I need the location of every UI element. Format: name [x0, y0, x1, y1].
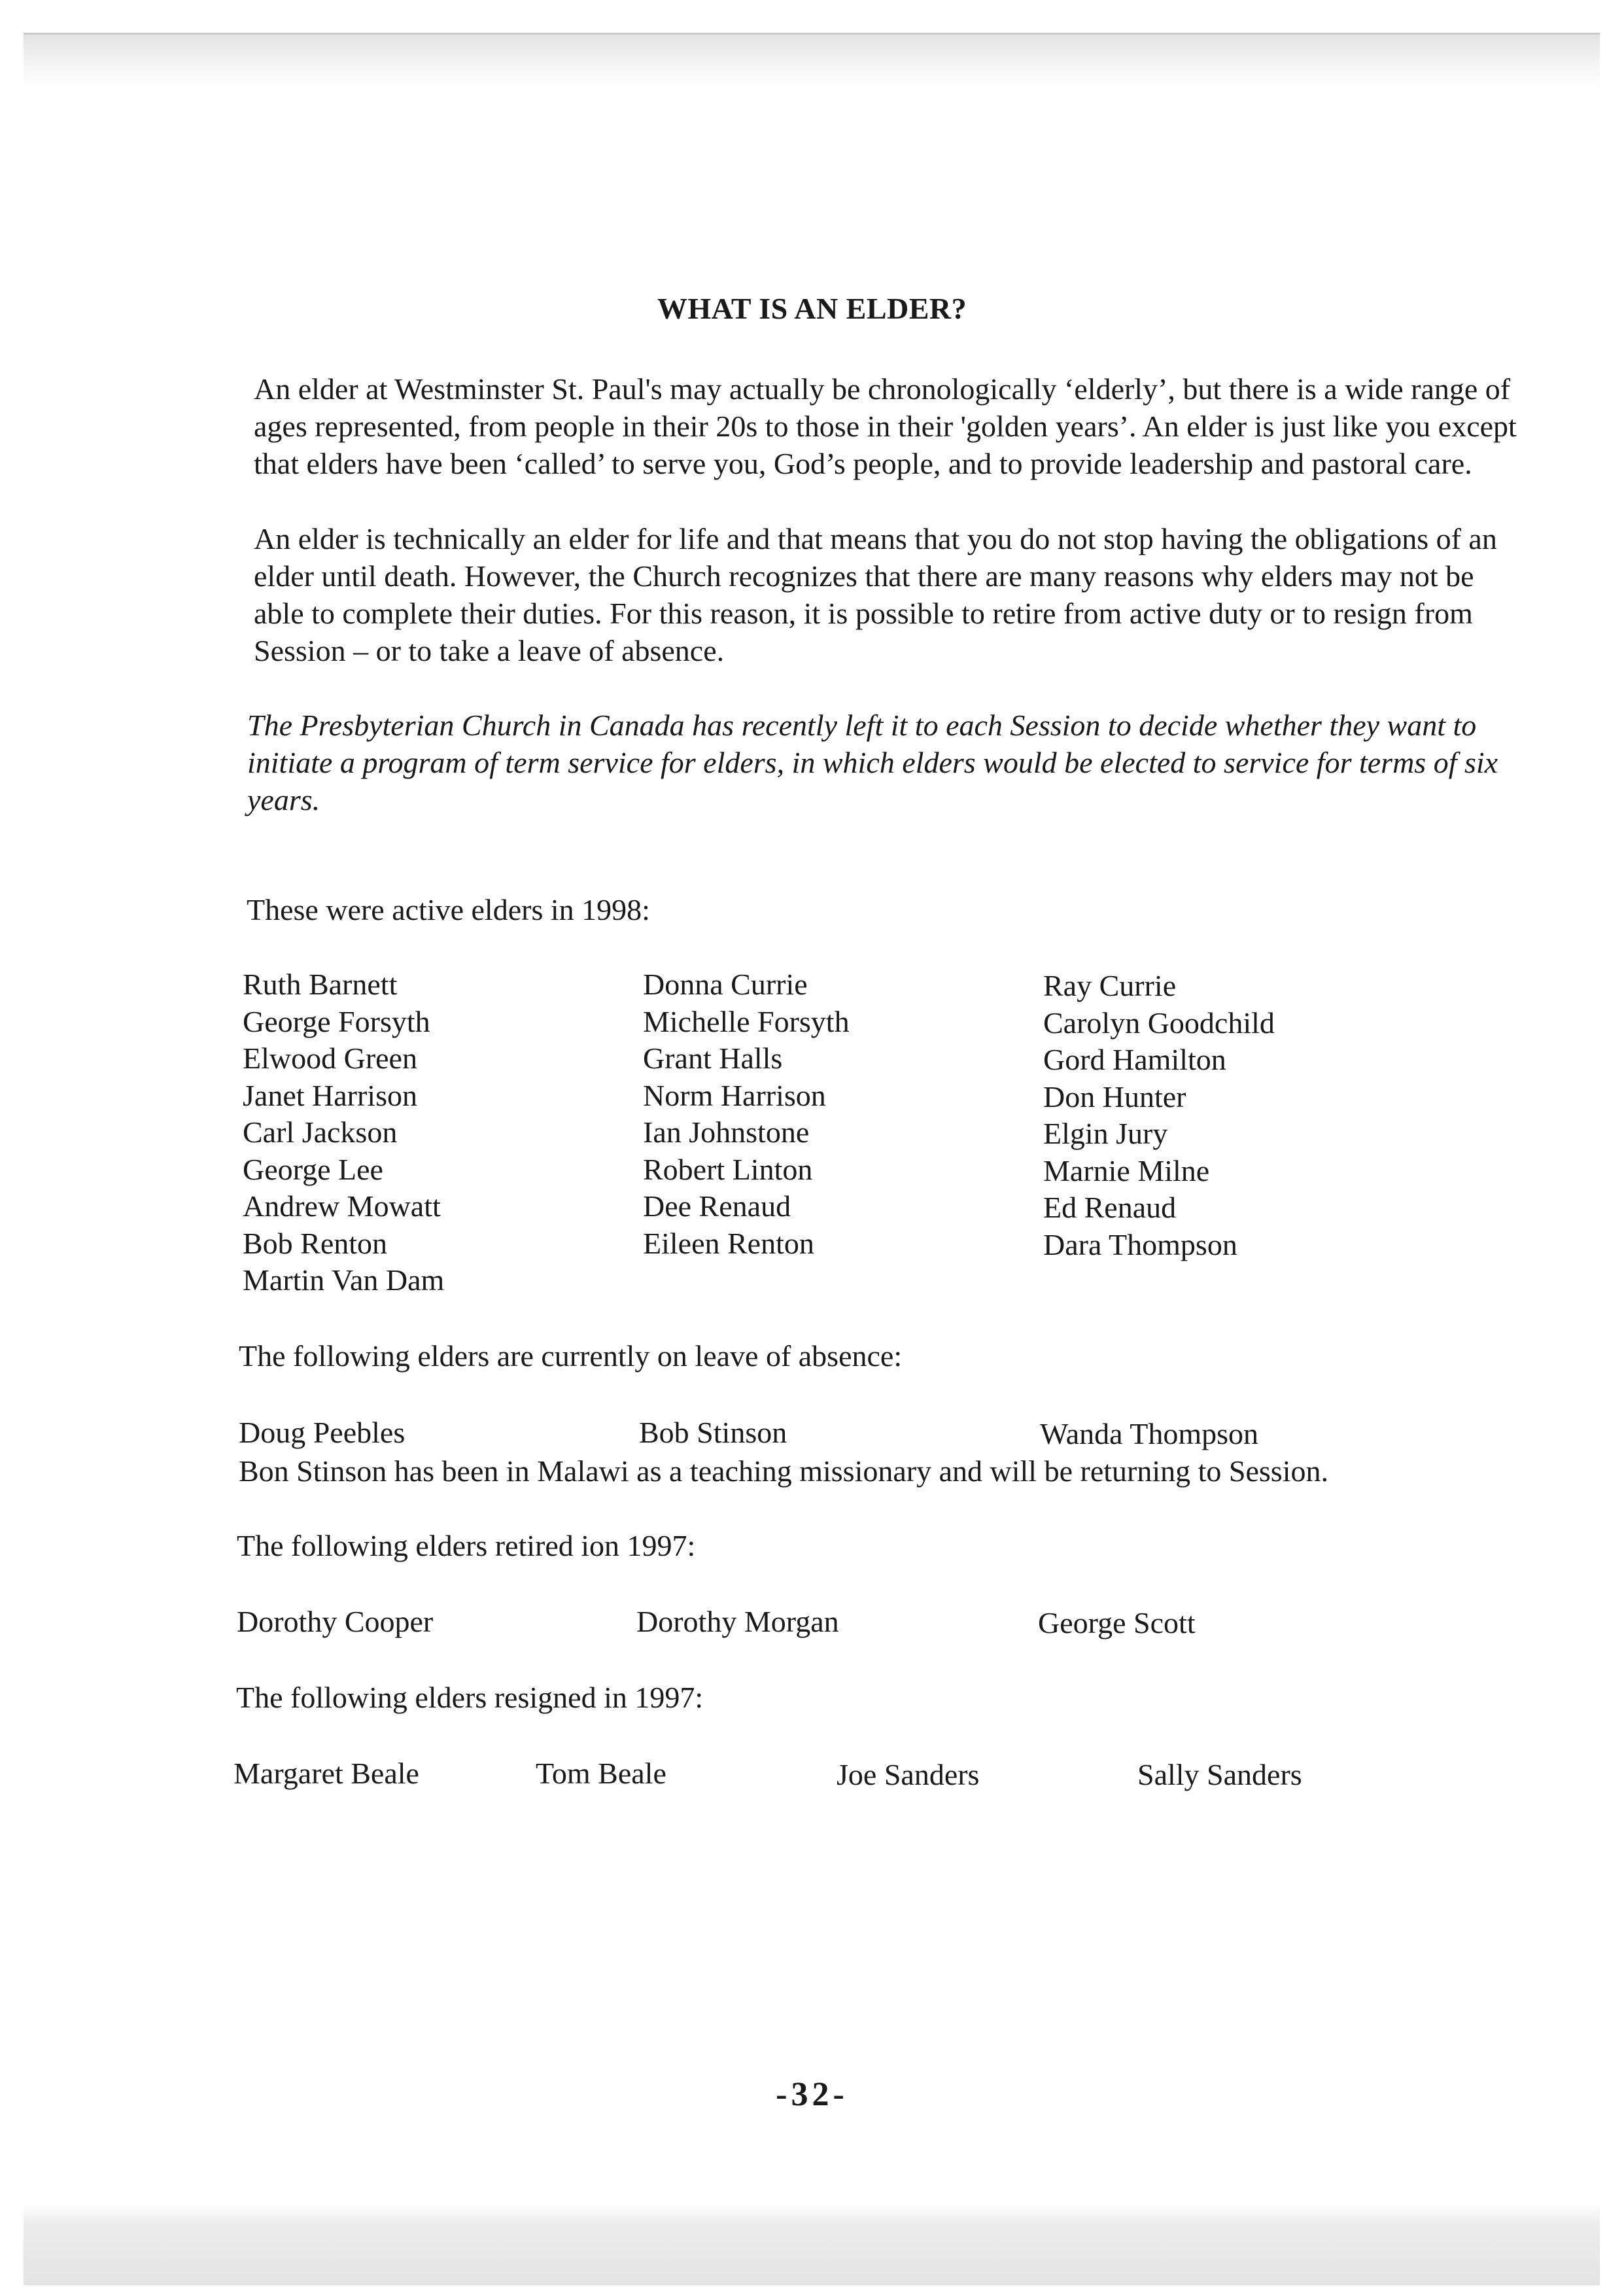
leave-elder-name: Doug Peebles	[239, 1416, 406, 1449]
active-elder-name: Norm Harrison	[643, 1079, 826, 1112]
active-elder-name: Ray Currie	[1043, 969, 1177, 1002]
active-elder-name: Ruth Barnett	[243, 968, 398, 1001]
active-elder-name: Grant Halls	[643, 1042, 783, 1075]
life-term-paragraph: An elder is technically an elder for life and that means that you do not stop having the obligations of an elder until death. However, the Church recognizes that there are many reasons why elders may not be able to complete their duties. For this reason, it is possible to retire from active duty or to resign from Session – or to take a leave of absence.	[254, 522, 1497, 667]
active-elder-name: Andrew Mowatt	[243, 1189, 441, 1223]
page-heading: WHAT IS AN ELDER?	[657, 292, 967, 325]
active-elder-name: Carolyn Goodchild	[1043, 1006, 1275, 1040]
active-elder-name: Dee Renaud	[643, 1189, 791, 1223]
scan-shadow-bottom	[24, 2203, 1600, 2285]
resigned-elder-name: Tom Beale	[536, 1757, 666, 1790]
active-elder-name: George Lee	[243, 1153, 383, 1186]
resigned-elder-name: Margaret Beale	[233, 1757, 419, 1790]
intro-paragraph: An elder at Westminster St. Paul's may actually be chronologically ‘elderly’, but there is a wide range of ages represented, from people in their 20s to those in their 'golden years’. An elder is just like you except that elders have been ‘called’ to serve you, God’s people, and to provide leadership and pastoral care.	[254, 372, 1517, 480]
resigned-heading: The following elders resigned in 1997:	[236, 1681, 704, 1714]
active-elder-name: Carl Jackson	[243, 1115, 398, 1149]
retired-elder-name: Dorothy Morgan	[636, 1605, 839, 1638]
active-elder-name: Marnie Milne	[1043, 1154, 1210, 1187]
active-elder-name: Elgin Jury	[1043, 1117, 1168, 1150]
active-elder-name: Don Hunter	[1043, 1080, 1186, 1113]
leave-heading: The following elders are currently on leave of absence:	[239, 1339, 903, 1373]
leave-note: Bon Stinson has been in Malawi as a teaching missionary and will be returning to Session.	[239, 1454, 1328, 1488]
active-elder-name: Elwood Green	[243, 1042, 417, 1075]
active-elder-name: Janet Harrison	[243, 1079, 417, 1112]
active-elders-heading: These were active elders in 1998:	[247, 893, 650, 926]
active-elder-name: Donna Currie	[643, 968, 808, 1001]
resigned-elder-name: Sally Sanders	[1137, 1758, 1302, 1791]
active-elder-name: Ed Renaud	[1043, 1191, 1177, 1224]
page-number: -32-	[776, 2076, 848, 2113]
active-elder-name: Gord Hamilton	[1043, 1043, 1226, 1076]
active-elder-name: Eileen Renton	[643, 1227, 814, 1260]
scan-shadow-top	[24, 33, 1600, 90]
resigned-elder-name: Joe Sanders	[837, 1758, 980, 1791]
active-elder-name: Robert Linton	[643, 1153, 813, 1186]
leave-elder-name: Bob Stinson	[639, 1416, 787, 1449]
active-elder-name: George Forsyth	[243, 1005, 430, 1038]
active-elder-name: Martin Van Dam	[243, 1263, 445, 1297]
term-service-note: The Presbyterian Church in Canada has recently left it to each Session to decide whether they want to initiate a program of term service for elders, in which elders would be elected to service for terms of six years.	[247, 709, 1498, 816]
active-elder-name: Dara Thompson	[1043, 1228, 1237, 1261]
retired-heading: The following elders retired ion 1997:	[237, 1529, 696, 1562]
leave-elder-name: Wanda Thompson	[1040, 1417, 1259, 1450]
active-elder-name: Michelle Forsyth	[643, 1005, 850, 1038]
retired-elder-name: Dorothy Cooper	[237, 1605, 434, 1638]
retired-elder-name: George Scott	[1038, 1606, 1196, 1639]
active-elder-name: Ian Johnstone	[643, 1115, 810, 1149]
active-elder-name: Bob Renton	[243, 1227, 388, 1260]
